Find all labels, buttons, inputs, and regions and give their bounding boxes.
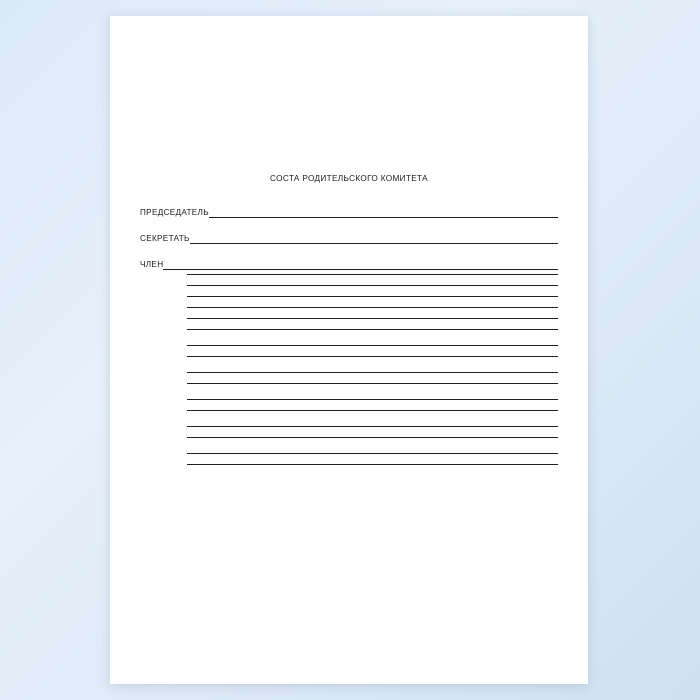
field-row-chairman — [140, 204, 558, 218]
document-page — [110, 16, 588, 684]
blank-lines-block — [187, 274, 558, 465]
blank-line[interactable] — [187, 464, 558, 465]
field-label-chairman: ПРЕДСЕДАТЕЛЬ — [140, 208, 209, 217]
field-row-secretary — [140, 230, 558, 244]
field-label-member: ЧЛЕН — [140, 260, 164, 269]
field-rule-member[interactable] — [163, 260, 558, 270]
field-label-secretary: СЕКРЕТАТЬ — [140, 234, 190, 243]
field-row-member — [140, 256, 558, 270]
field-rule-secretary[interactable] — [190, 234, 558, 244]
page-title: СОСТА РОДИТЕЛЬСКОГО КОМИТЕТА — [270, 174, 428, 183]
field-rule-chairman[interactable] — [209, 208, 558, 218]
document-content — [110, 16, 588, 684]
